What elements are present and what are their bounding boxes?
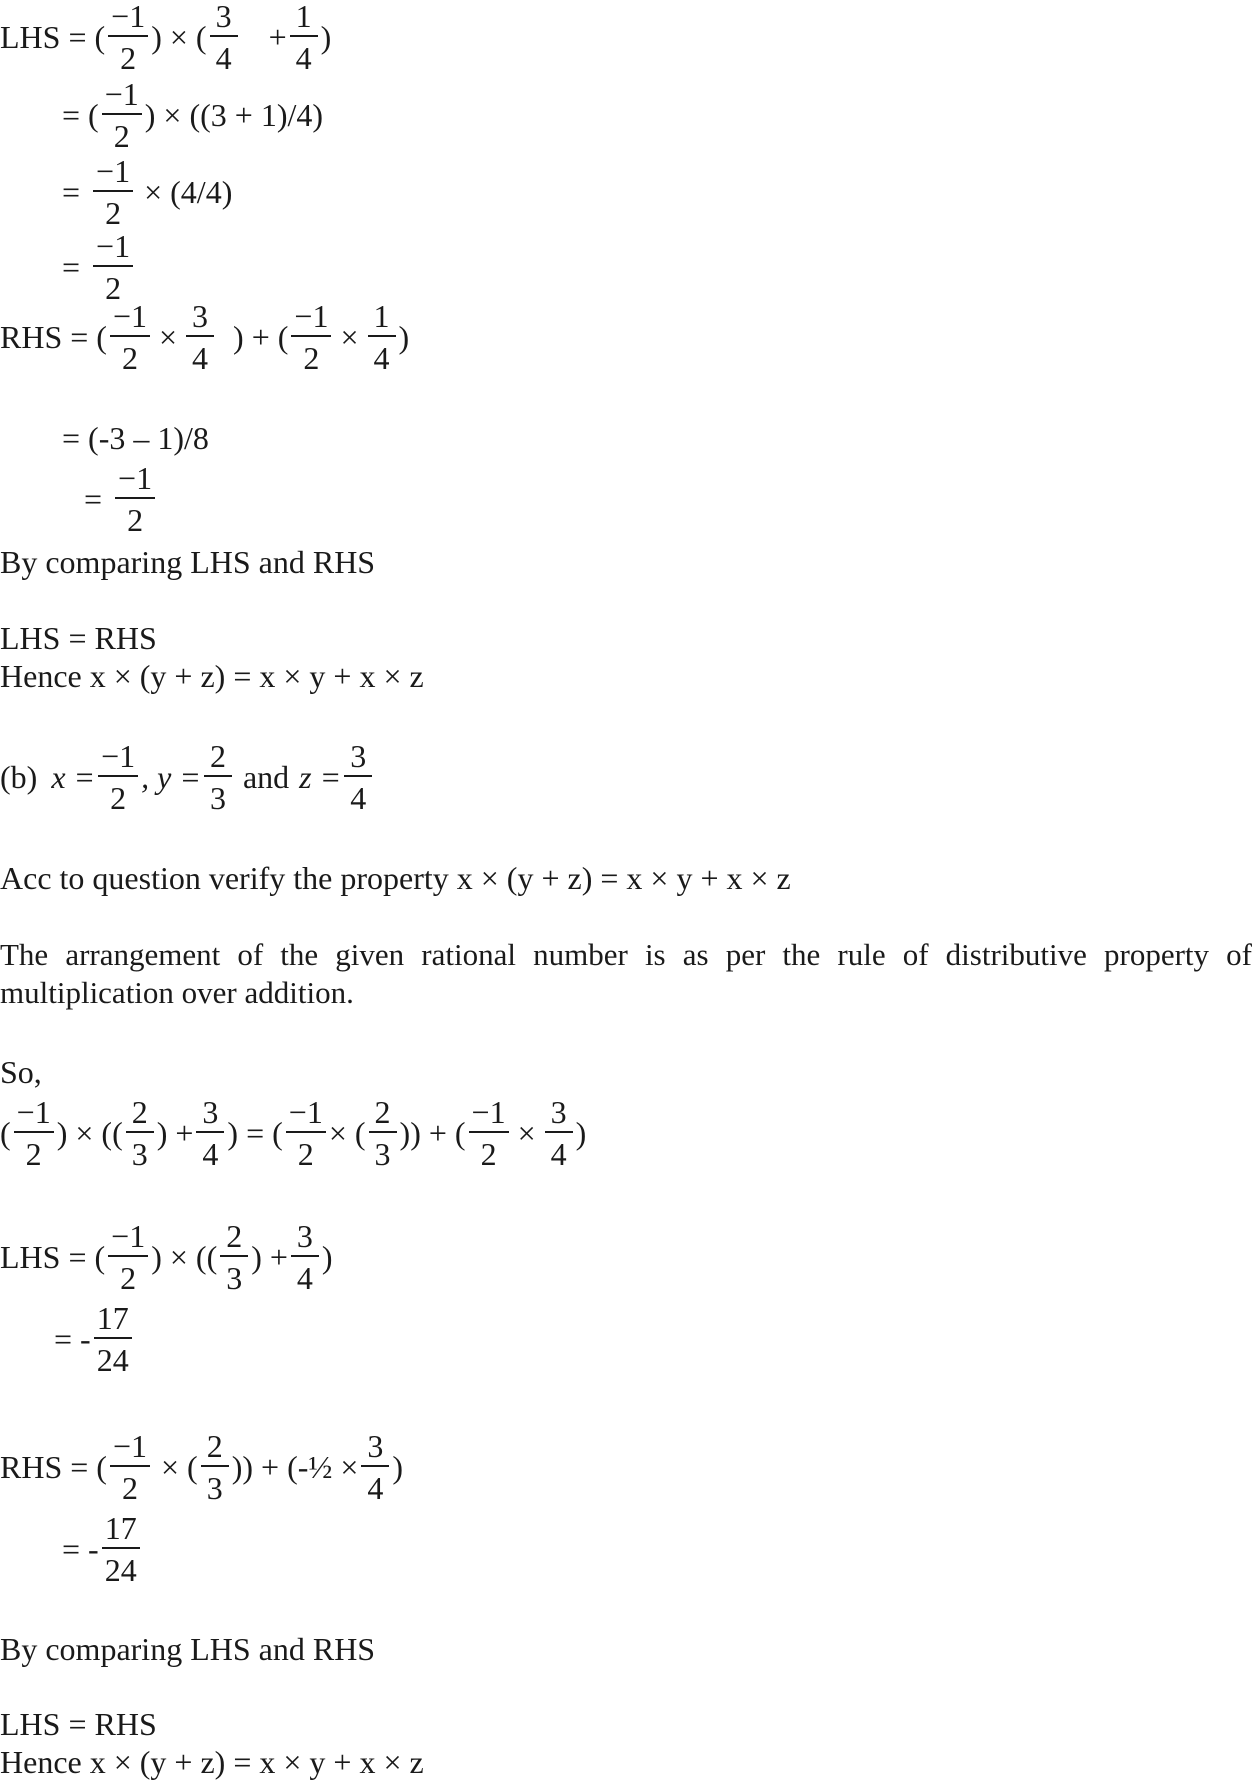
- fraction: [204, 740, 232, 814]
- arrangement-paragraph: The arrangement of the given rational number is as per the rule of distributive property of multiplication over addition.: [0, 937, 1252, 1010]
- lhs-a-line-4: [62, 230, 136, 304]
- text: )) + (: [399, 1115, 466, 1151]
- fraction: [110, 1430, 150, 1504]
- rhs-a-line-2: [62, 422, 209, 454]
- numerator: −1: [93, 155, 133, 192]
- denominator: 2: [120, 1260, 137, 1296]
- numerator: 3: [344, 740, 372, 777]
- text: By comparing LHS and RHS: [0, 544, 376, 580]
- hence-a: [0, 660, 424, 692]
- rhs-b-line-2: [62, 1512, 143, 1586]
- denominator: 4: [215, 40, 232, 76]
- fraction: [291, 300, 331, 374]
- text: z =: [299, 759, 342, 795]
- denominator: 3: [131, 1136, 148, 1172]
- text: Hence x × (y + z) = x × y + x × z: [0, 658, 424, 694]
- denominator: 2: [121, 340, 138, 376]
- fraction: [102, 1512, 140, 1586]
- hence-b: [0, 1746, 424, 1778]
- denominator: 2: [303, 340, 320, 376]
- text: ×: [340, 319, 359, 355]
- rhs-b-line-1: [0, 1430, 403, 1504]
- numerator: 3: [210, 0, 238, 37]
- fraction: [93, 230, 133, 304]
- text: ): [320, 19, 332, 55]
- denominator: 3: [374, 1136, 391, 1172]
- text: RHS = (: [0, 1449, 107, 1485]
- numerator: −1: [102, 78, 142, 115]
- denominator: 4: [350, 780, 367, 816]
- given-b: [0, 740, 375, 814]
- rhs-a-line-3: [84, 462, 158, 536]
- denominator: 3: [226, 1260, 243, 1296]
- compare-a: [0, 546, 375, 578]
- text: x =: [51, 759, 96, 795]
- text: × (: [328, 1115, 366, 1151]
- numerator: 2: [204, 740, 232, 777]
- text: By comparing LHS and RHS: [0, 1631, 376, 1667]
- denominator: 2: [113, 118, 130, 154]
- denominator: 24: [104, 1552, 137, 1588]
- fraction: [220, 1220, 248, 1294]
- fraction: [102, 78, 142, 152]
- text: LHS = (: [0, 1239, 106, 1275]
- text: ×: [517, 1115, 536, 1151]
- rhs-a-line-1: [0, 300, 409, 374]
- denominator: 2: [110, 780, 127, 816]
- denominator: 4: [373, 340, 390, 376]
- fraction: [98, 740, 138, 814]
- fraction: [291, 1220, 319, 1294]
- denominator: 3: [206, 1470, 223, 1506]
- numerator: 3: [186, 300, 214, 337]
- numerator: 2: [201, 1430, 229, 1467]
- text: × (4/4): [144, 174, 233, 210]
- lhs-a-line-1: [0, 0, 331, 74]
- fraction: [94, 1302, 132, 1376]
- text: ) +: [251, 1239, 288, 1275]
- denominator: 4: [295, 40, 312, 76]
- fraction: [201, 1430, 229, 1504]
- numerator: −1: [469, 1096, 509, 1133]
- numerator: 3: [545, 1096, 573, 1133]
- text: ): [392, 1449, 404, 1485]
- fraction: [368, 300, 396, 374]
- lhs-b-line-1: [0, 1220, 333, 1294]
- text: +: [268, 19, 287, 55]
- fraction: [14, 1096, 54, 1170]
- text: ) + (: [233, 319, 289, 355]
- text: RHS = (: [0, 319, 107, 355]
- denominator: 4: [367, 1470, 384, 1506]
- fraction: [286, 1096, 326, 1170]
- numerator: 1: [290, 0, 318, 37]
- text: ) = (: [227, 1115, 283, 1151]
- numerator: −1: [110, 300, 150, 337]
- equal-b: [0, 1708, 157, 1740]
- numerator: 3: [196, 1096, 224, 1133]
- numerator: 2: [220, 1220, 248, 1257]
- text: ): [398, 319, 410, 355]
- text: LHS = RHS: [0, 1706, 157, 1742]
- numerator: 1: [368, 300, 396, 337]
- numerator: −1: [98, 740, 138, 777]
- equal-a: [0, 622, 157, 654]
- text: =: [62, 174, 81, 210]
- text: ) × ((3 + 1)/4): [144, 97, 324, 133]
- denominator: 3: [209, 780, 226, 816]
- numerator: 3: [291, 1220, 319, 1257]
- denominator: 2: [105, 195, 122, 231]
- denominator: 2: [105, 270, 122, 306]
- numerator: 2: [126, 1096, 154, 1133]
- fraction: [369, 1096, 397, 1170]
- so-line: [0, 1056, 42, 1088]
- numerator: 3: [361, 1430, 389, 1467]
- text: ×: [159, 319, 178, 355]
- fraction: [126, 1096, 154, 1170]
- numerator: −1: [110, 1430, 150, 1467]
- compare-b: [0, 1633, 375, 1665]
- denominator: 2: [480, 1136, 497, 1172]
- text: ) × ((: [151, 1239, 218, 1275]
- text: = (: [62, 97, 99, 133]
- fraction: [108, 0, 148, 74]
- fraction: [545, 1096, 573, 1170]
- text: = -: [62, 1531, 99, 1567]
- text: Acc to question verify the property x × (y + z) = x × y + x × z: [0, 860, 791, 896]
- denominator: 2: [120, 40, 137, 76]
- numerator: 2: [369, 1096, 397, 1133]
- fraction: [93, 155, 133, 229]
- text: ) × (: [151, 19, 207, 55]
- fraction: [469, 1096, 509, 1170]
- fraction: [210, 0, 238, 74]
- fraction: [108, 1220, 148, 1294]
- denominator: 2: [297, 1136, 314, 1172]
- text: (b): [0, 759, 38, 795]
- fraction: [361, 1430, 389, 1504]
- numerator: −1: [14, 1096, 54, 1133]
- text: and: [242, 759, 290, 795]
- text: LHS = RHS: [0, 620, 157, 656]
- numerator: 17: [94, 1302, 132, 1339]
- text: ) +: [156, 1115, 194, 1151]
- denominator: 2: [25, 1136, 42, 1172]
- equation-b: [0, 1096, 586, 1170]
- denominator: 4: [296, 1260, 313, 1296]
- denominator: 4: [550, 1136, 567, 1172]
- text: So,: [0, 1054, 42, 1090]
- text: ): [321, 1239, 333, 1275]
- denominator: 2: [127, 502, 144, 538]
- text: LHS = (: [0, 19, 106, 55]
- lhs-a-line-2: [62, 78, 323, 152]
- numerator: 17: [102, 1512, 140, 1549]
- lhs-a-line-3: [62, 155, 232, 229]
- fraction: [186, 300, 214, 374]
- text: ): [575, 1115, 587, 1151]
- text: = -: [54, 1321, 91, 1357]
- fraction: [110, 300, 150, 374]
- denominator: 24: [96, 1342, 129, 1378]
- lhs-b-line-2: [54, 1302, 135, 1376]
- denominator: 2: [121, 1470, 138, 1506]
- numerator: −1: [291, 300, 331, 337]
- numerator: −1: [115, 462, 155, 499]
- numerator: −1: [93, 230, 133, 267]
- text: , y =: [141, 759, 201, 795]
- text: × (: [161, 1449, 198, 1485]
- question-b: [0, 862, 791, 894]
- text: =: [62, 249, 81, 285]
- numerator: −1: [108, 0, 148, 37]
- fraction: [290, 0, 318, 74]
- fraction: [196, 1096, 224, 1170]
- numerator: −1: [108, 1220, 148, 1257]
- denominator: 4: [202, 1136, 219, 1172]
- text: ) × ((: [56, 1115, 123, 1151]
- denominator: 4: [192, 340, 209, 376]
- text: )) + (-½ ×: [231, 1449, 359, 1485]
- text: (: [0, 1115, 11, 1151]
- numerator: −1: [286, 1096, 326, 1133]
- fraction: [344, 740, 372, 814]
- text: Hence x × (y + z) = x × y + x × z: [0, 1744, 424, 1780]
- text: =: [84, 481, 103, 517]
- fraction: [115, 462, 155, 536]
- text: = (-3 – 1)/8: [62, 420, 209, 456]
